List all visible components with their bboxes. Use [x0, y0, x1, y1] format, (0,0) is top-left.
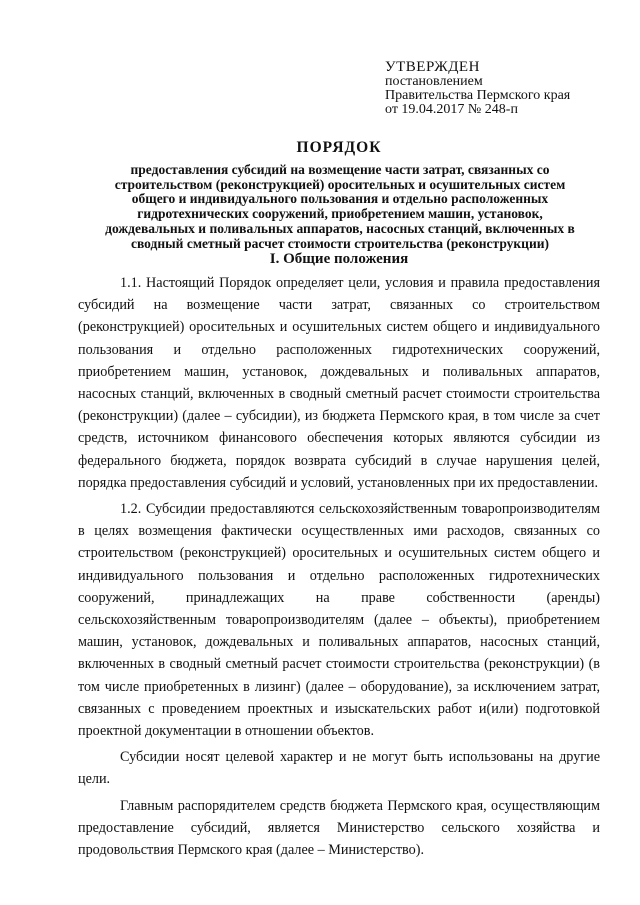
document-body [78, 272, 600, 861]
approval-line-2: Правительства Пермского края [385, 88, 571, 103]
paragraph-1-1: 1.1. Настоящий Порядок определяет цели, условия и правила предоставления субсидий на возмещение части затрат, связанных со строительством (реконструкцией) оросительных и осушительных систем общего и индивидуального пользования и отдельно расположенных гидротехнических сооружений, приобретением машин, установок, дождевальных и поливальных аппаратов, насосных станций, включенных в сводный сметный расчет стоимости строительства (реконструкции) (далее – субсидии), из бюджета Пермского края, в том числе за счет средств, источником финансового обеспечения которых являются субсидии из федерального бюджета, порядок возврата субсидий в случае нарушения целей, порядка предоставления субсидий и условий, установленных при их предоставлении. [78, 275, 600, 491]
paragraph-administrator: Главным распорядителем средств бюджета Пермского края, осуществляющим предоставление субсидий, является Министерство сельского хозяйства и продовольствия Пермского края (далее – Министерство). [78, 797, 600, 859]
paragraph-purpose: Субсидии носят целевой характер и не могут быть использованы на другие цели. [78, 749, 600, 788]
approval-heading: УТВЕРЖДЕН [385, 59, 480, 75]
document-subtitle: предоставления субсидий на возмещение части затрат, связанных со строительством (реконструкцией) оросительных и осушительных систем общего и индивидуального пользования и отдельно расположенных гидротехнических сооружений, приобретением машин, установок, дождевальных и поливальных аппаратов, насосных станций, включенных в сводный сметный расчет стоимости строительства (реконструкции) [105, 162, 575, 251]
approval-line-3: от 19.04.2017 № 248-п [385, 102, 518, 117]
approval-line-1: постановлением [385, 74, 483, 89]
section-heading: I. Общие положения [269, 251, 409, 267]
approval-stamp [385, 60, 570, 117]
document-title: ПОРЯДОК [296, 139, 382, 156]
paragraph-1-2: 1.2. Субсидии предоставляются сельскохозяйственным товаропроизводителям в целях возмещения фактически осуществленных ими расходов, связанных со строительством (реконструкцией) оросительных и осушительных систем общего и индивидуального пользования и отдельно расположенных гидротехнических сооружений, принадлежащих на праве собственности (аренды) сельскохозяйственным товаропроизводителям (далее – объекты), приобретением машин, установок, дождевальных и поливальных аппаратов, насосных станций, включенных в сводный сметный расчет стоимости строительства (реконструкции) (в том числе приобретенных в лизинг) (далее – оборудование), за исключением затрат, связанных с проведением проектных и изыскательских работ и(или) подготовкой проектной документации в отношении объектов. [78, 501, 600, 740]
